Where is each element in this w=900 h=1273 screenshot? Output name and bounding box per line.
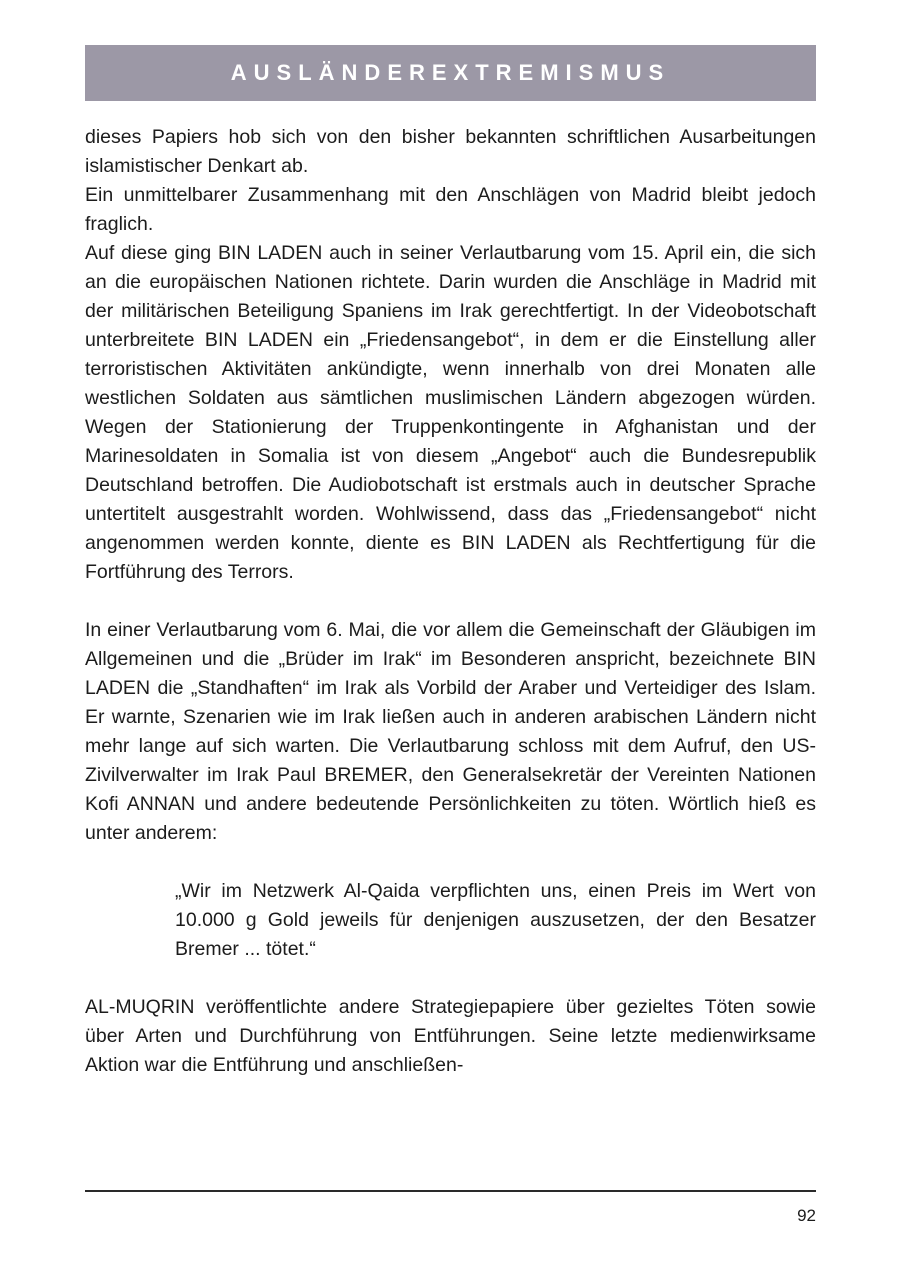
body-paragraph: dieses Papiers hob sich von den bisher bekannten schriftlichen Ausarbeitungen islamistischer Denkart ab. [85, 126, 816, 177]
body-paragraph: AL-MUQRIN veröffentlichte andere Strategiepapiere über gezieltes Töten sowie über Arten und Durchführung von Entführungen. Seine letzte medienwirksame Aktion war die Entführung und anschließen- [85, 996, 816, 1076]
section-title: AUSLÄNDEREXTREMISMUS [230, 60, 671, 85]
quote-paragraph: „Wir im Netzwerk Al-Qaida verpflichten uns, einen Preis im Wert von 10.000 g Gold jeweils für denjenigen auszusetzen, der den Besatzer Bremer ... tötet.“ [175, 880, 816, 960]
footer-divider [85, 1190, 816, 1192]
page-number: 92 [797, 1206, 816, 1225]
body-paragraph: In einer Verlautbarung vom 6. Mai, die vor allem die Gemeinschaft der Gläubigen im Allgemeinen und die „Brüder im Irak“ im Besonderen anspricht, bezeichnete BIN LADEN die „Standhaften“ im Irak als Vorbild der Araber und Verteidiger des Islam. Er warnte, Szenarien wie im Irak ließen auch in anderen arabischen Ländern nicht mehr lange auf sich warten. Die Verlautbarung schloss mit dem Aufruf, den US-Zivilverwalter im Irak Paul BREMER, den Generalsekretär der Vereinten Nationen Kofi ANNAN und andere bedeutende Persönlichkeiten zu töten. Wörtlich hieß es unter anderem: [85, 619, 816, 844]
section-header-banner [85, 45, 816, 101]
body-paragraph: Auf diese ging BIN LADEN auch in seiner Verlautbarung vom 15. April ein, die sich an die europäischen Nationen richtete. Darin wurden die Anschläge in Madrid mit der militärischen Beteiligung Spaniens im Irak gerechtfertigt. In der Videobotschaft unterbreitete BIN LADEN ein „Friedensangebot“, in dem er die Einstellung aller terroristischen Aktivitäten ankündigte, wenn innerhalb von drei Monaten alle westlichen Soldaten aus sämtlichen muslimischen Ländern abgezogen würden. Wegen der Stationierung der Truppenkontingente in Afghanistan und der Marinesoldaten in Somalia ist von diesem „Angebot“ auch die Bundesrepublik Deutschland betroffen. Die Audiobotschaft ist erstmals auch in deutscher Sprache untertitelt ausgestrahlt worden. Wohlwissend, dass das „Friedensangebot“ nicht angenommen werden konnte, diente es BIN LADEN als Rechtfertigung für die Fortführung des Terrors. [85, 242, 816, 583]
body-text [85, 123, 816, 1080]
body-paragraph: Ein unmittelbarer Zusammenhang mit den Anschlägen von Madrid bleibt jedoch fraglich. [85, 184, 816, 235]
